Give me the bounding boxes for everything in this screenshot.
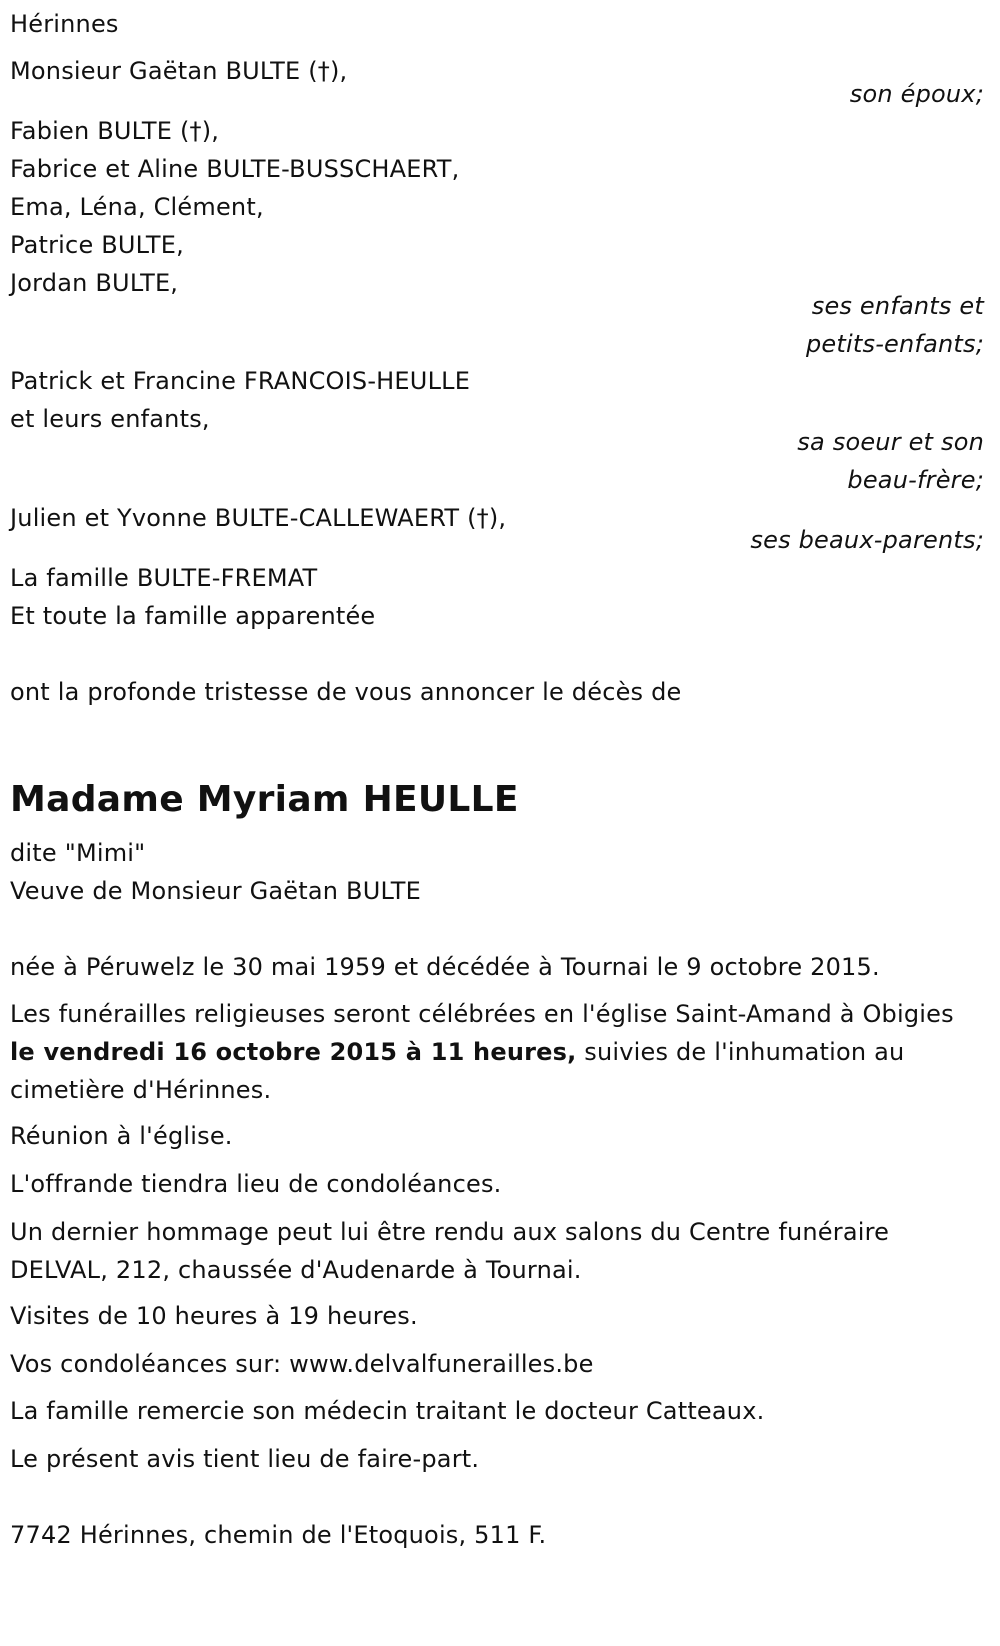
meeting-text: Réunion à l'église. <box>10 1122 233 1150</box>
funeral-paragraph <box>10 995 970 1109</box>
family-child-name: Fabrice et Aline BULTE-BUSSCHAERT, <box>10 155 460 183</box>
deceased-widow-of: Veuve de Monsieur Gaëtan BULTE <box>10 877 421 905</box>
family-sibling-name: et leurs enfants, <box>10 405 210 433</box>
thanks-text: La famille remercie son médecin traitant le docteur Catteaux. <box>10 1397 765 1425</box>
family-child-name: Jordan BULTE, <box>10 269 179 297</box>
family-sibling-relation-line-1: sa soeur et son <box>797 428 984 456</box>
funeral-date-time: le vendredi 16 octobre 2015 à 11 heures, <box>10 1038 577 1066</box>
condolences-website-link[interactable]: www.delvalfunerailles.be <box>289 1350 594 1378</box>
birth-death-text: née à Péruwelz le 30 mai 1959 et décédée à Tournai le 9 octobre 2015. <box>10 953 880 981</box>
family-sibling-name: Patrick et Francine FRANCOIS-HEULLE <box>10 367 471 395</box>
family-other: La famille BULTE-FREMAT <box>10 564 318 592</box>
family-child-name: Ema, Léna, Clément, <box>10 193 264 221</box>
family-parents-in-law-relation: ses beaux-parents; <box>750 526 984 554</box>
announcement-text: ont la profonde tristesse de vous annoncer le décès de <box>10 678 682 706</box>
family-spouse-name: Monsieur Gaëtan BULTE (†), <box>10 57 348 85</box>
offering-text: L'offrande tiendra lieu de condoléances. <box>10 1170 502 1198</box>
family-child-name: Patrice BULTE, <box>10 231 184 259</box>
funeral-text-after: suivies de l'inhumation au cimetière d'Hérinnes. <box>10 1038 905 1104</box>
family-spouse-relation: son époux; <box>849 80 984 108</box>
family-parents-in-law-name: Julien et Yvonne BULTE-CALLEWAERT (†), <box>10 504 507 532</box>
visits-text: Visites de 10 heures à 19 heures. <box>10 1302 418 1330</box>
deceased-name: Madame Myriam HEULLE <box>10 779 519 820</box>
family-sibling-relation-line-2: beau-frère; <box>847 466 984 494</box>
notice-text: Le présent avis tient lieu de faire-part. <box>10 1445 480 1473</box>
deceased-nickname: dite "Mimi" <box>10 839 146 867</box>
address-text: 7742 Hérinnes, chemin de l'Etoquois, 511 F. <box>10 1521 547 1549</box>
condolences-line <box>10 1349 594 1379</box>
family-child-name: Fabien BULTE (†), <box>10 117 220 145</box>
family-children-relation-line-2: petits-enfants; <box>806 330 984 358</box>
family-children-relation-line-1: ses enfants et <box>811 292 984 320</box>
location: Hérinnes <box>10 10 119 38</box>
condolences-label: Vos condoléances sur: <box>10 1350 290 1378</box>
tribute-paragraph: Un dernier hommage peut lui être rendu aux salons du Centre funéraire DELVAL, 212, chaussée d'Audenarde à Tournai. <box>10 1218 890 1284</box>
funeral-text-before: Les funérailles religieuses seront célébrées en l'église Saint-Amand à Obigies <box>10 1000 954 1028</box>
family-other: Et toute la famille apparentée <box>10 602 376 630</box>
